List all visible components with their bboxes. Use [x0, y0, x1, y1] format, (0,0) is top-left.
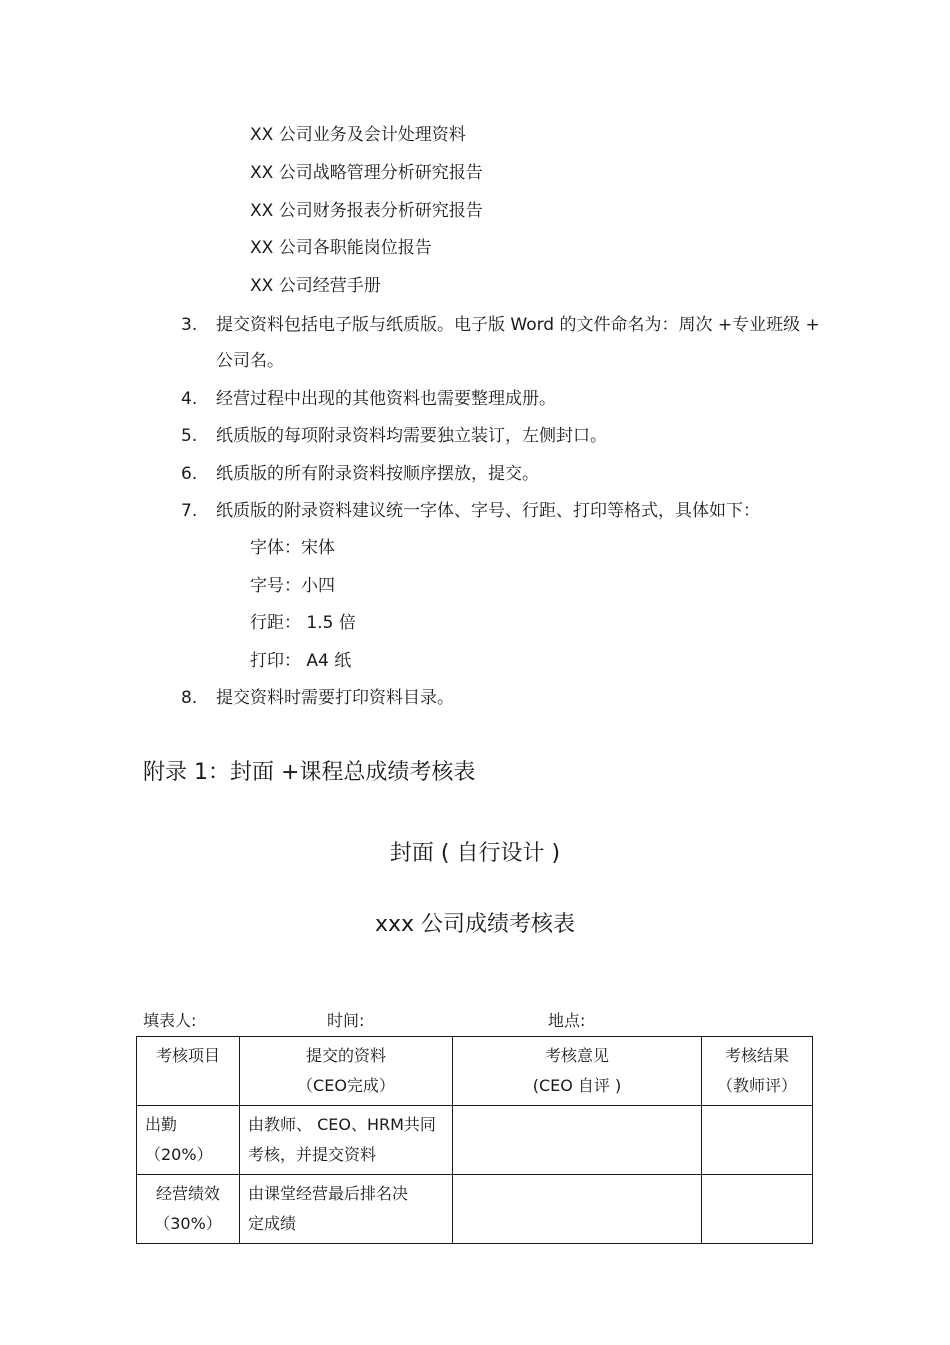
- header-line: （教师评）: [716, 1076, 797, 1095]
- header-cell: [240, 1037, 453, 1106]
- header-line: （CEO完成）: [297, 1076, 395, 1095]
- list-number: 5.: [181, 426, 198, 446]
- header-line: 考核项目: [155, 1046, 220, 1065]
- material-line: 定成绩: [248, 1214, 297, 1233]
- table-title: xxx 公司成绩考核表: [374, 912, 576, 937]
- opinion-cell: [453, 1106, 702, 1175]
- place-label: 地点:: [548, 1011, 586, 1030]
- list-number: 8.: [181, 688, 198, 708]
- appendix-item: XX 公司各职能岗位报告: [250, 238, 432, 258]
- material-cell: [240, 1106, 453, 1175]
- item-cell: [137, 1175, 240, 1244]
- appendix-item: XX 公司财务报表分析研究报告: [250, 201, 483, 221]
- list-item-text: 纸质版的附录资料建议统一字体、字号、行距、打印等格式，具体如下：: [216, 501, 760, 521]
- result-cell: [702, 1106, 813, 1175]
- appendix-title: 附录 1：封面 +课程总成绩考核表: [143, 760, 476, 785]
- cover-title: 封面 ( 自行设计 ): [389, 841, 561, 866]
- item-line: 经营绩效: [155, 1184, 220, 1203]
- list-item-text: 提交资料包括电子版与纸质版。电子版 Word 的文件命名为：周次 +专业班级 +: [216, 315, 820, 335]
- list-number: 6.: [181, 464, 198, 484]
- material-line: 考核，并提交资料: [248, 1145, 377, 1164]
- list-item-text: 纸质版的每项附录资料均需要独立装订，左侧封口。: [216, 426, 607, 446]
- table-row: [137, 1106, 813, 1175]
- item-line: 出勤（20%）: [145, 1115, 213, 1164]
- format-item: 行距： 1.5 倍: [250, 613, 356, 633]
- appendix-item: XX 公司战略管理分析研究报告: [250, 163, 483, 183]
- header-cell: [702, 1037, 813, 1106]
- time-label: 时间:: [327, 1011, 365, 1030]
- list-number: 7.: [181, 501, 198, 521]
- list-item-text: 纸质版的所有附录资料按顺序摆放，提交。: [216, 464, 539, 484]
- table-header-row: [137, 1037, 813, 1106]
- header-cell: [453, 1037, 702, 1106]
- header-line: (CEO 自评 ): [532, 1076, 622, 1095]
- appendix-item: XX 公司业务及会计处理资料: [250, 125, 466, 145]
- result-cell: [702, 1175, 813, 1244]
- format-item: 字体：宋体: [250, 538, 335, 558]
- item-line: （30%）: [154, 1214, 222, 1233]
- list-number: 4.: [181, 389, 198, 409]
- header-line: 考核意见: [544, 1046, 609, 1065]
- material-line: 由课堂经营最后排名决: [248, 1184, 409, 1203]
- format-item: 打印： A4 纸: [250, 651, 352, 671]
- assessment-table: [136, 1036, 813, 1244]
- opinion-cell: [453, 1175, 702, 1244]
- filler-label: 填表人:: [143, 1011, 197, 1030]
- material-cell: [240, 1175, 453, 1244]
- list-number: 3.: [181, 315, 198, 335]
- table-row: [137, 1175, 813, 1244]
- list-item-text-continued: 公司名。: [216, 351, 284, 371]
- material-line: 由教师、 CEO、HRM共同: [248, 1115, 436, 1134]
- format-item: 字号：小四: [250, 576, 335, 596]
- list-item-text: 经营过程中出现的其他资料也需要整理成册。: [216, 389, 556, 409]
- header-line: 考核结果: [724, 1046, 789, 1065]
- list-item-text: 提交资料时需要打印资料目录。: [216, 688, 454, 708]
- header-cell: [137, 1037, 240, 1106]
- header-line: 提交的资料: [305, 1046, 386, 1065]
- appendix-item: XX 公司经营手册: [250, 276, 381, 296]
- item-cell: [137, 1106, 240, 1175]
